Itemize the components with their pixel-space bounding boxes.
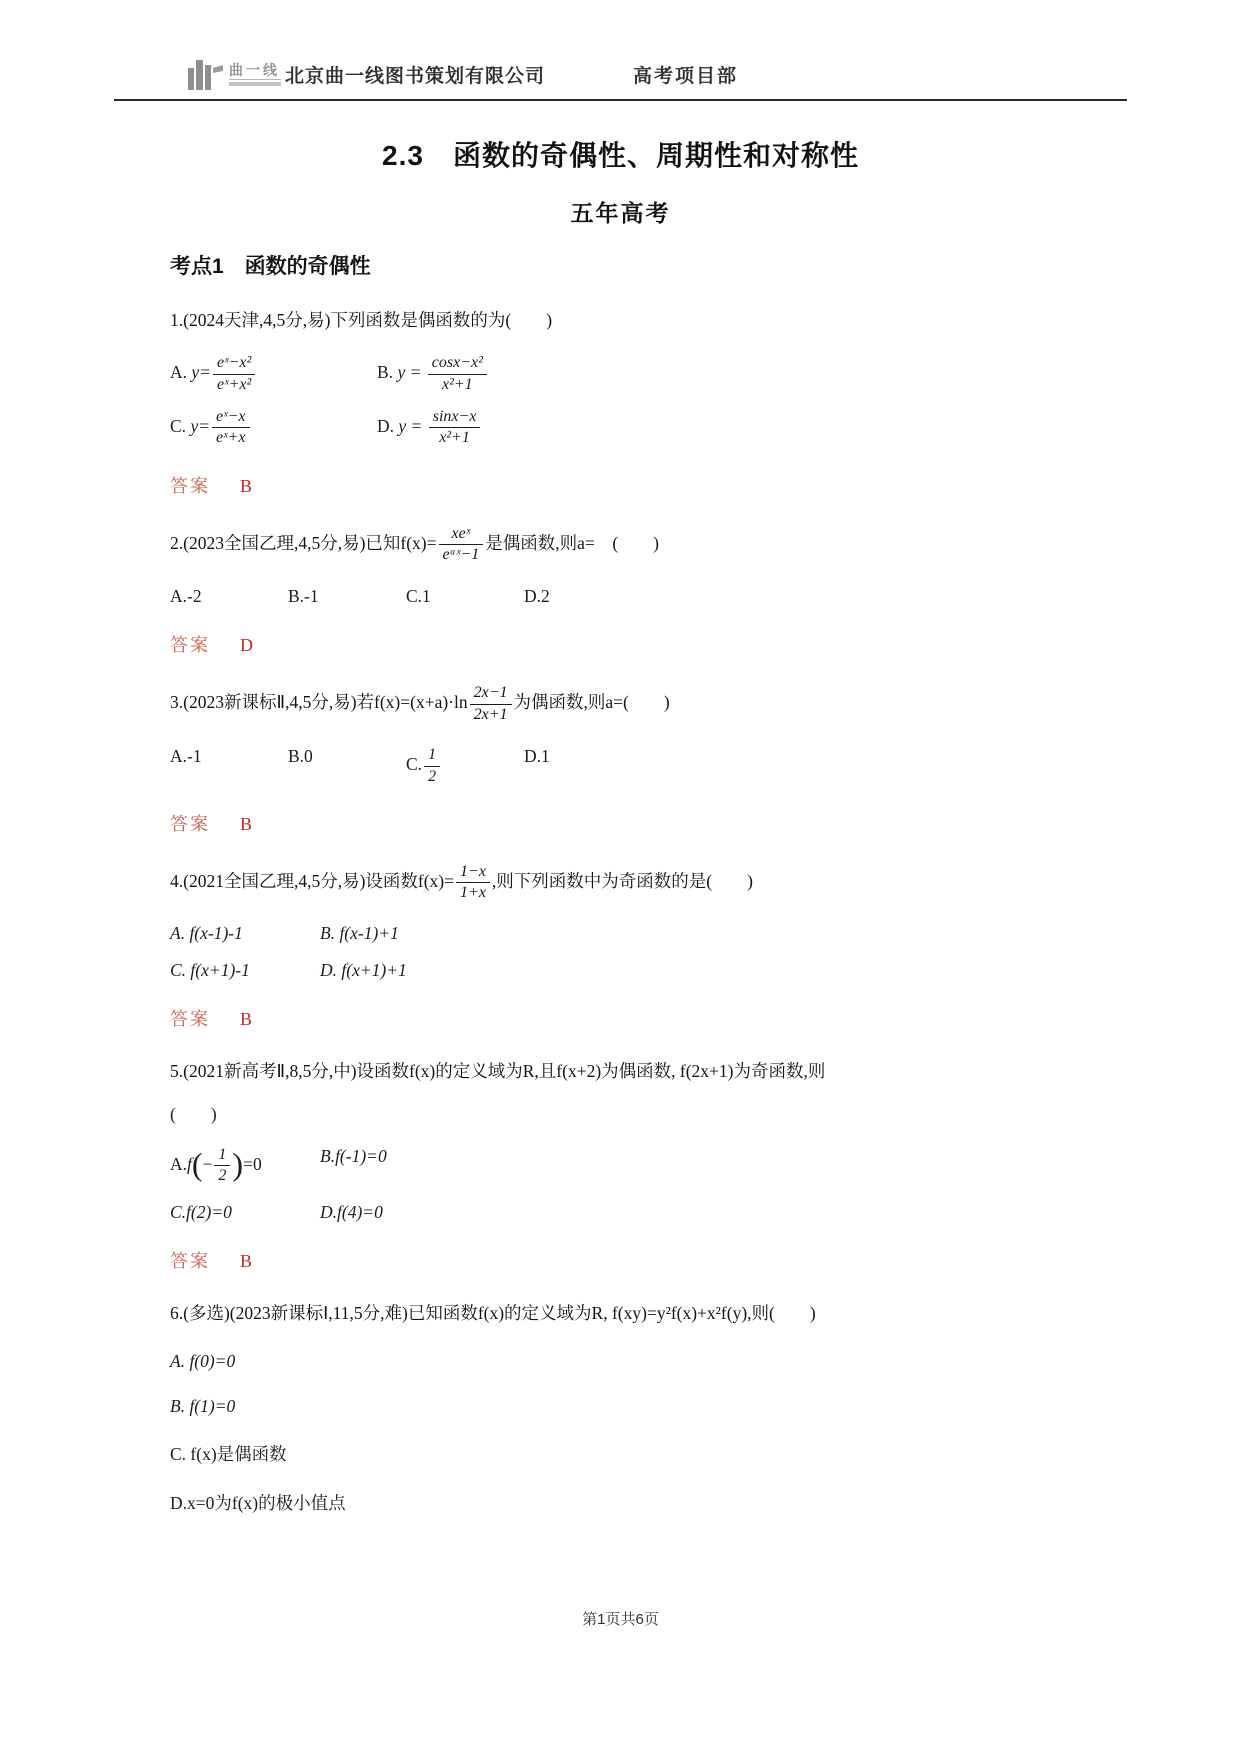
q4-stem — [170, 863, 1081, 903]
fraction-numerator: cosx−x² — [428, 354, 487, 374]
answer-value: D — [240, 635, 253, 656]
q5-stem-paren: ( ) — [170, 1103, 217, 1124]
fraction-denominator: 2 — [218, 1167, 227, 1185]
question-2 — [170, 525, 1081, 658]
q6-option-c: C. f(x)是偶函数 — [170, 1443, 287, 1464]
q3-answer — [170, 810, 1081, 836]
q3-option-b: B.0 — [288, 746, 313, 767]
logo-text-block — [229, 63, 281, 86]
q1-option-d — [377, 408, 1081, 448]
q3-stem-post: 为偶函数,则a=( ) — [513, 692, 670, 713]
q4-options — [170, 923, 1081, 981]
section-heading: 考点1 函数的奇偶性 — [170, 255, 371, 278]
fraction-denominator: eᵃˣ−1 — [442, 546, 480, 564]
q5-option-b: B.f(-1)=0 — [320, 1145, 387, 1166]
fraction-numerator: 1 — [214, 1146, 230, 1166]
fraction — [429, 408, 481, 448]
logo-subtext-strip — [229, 82, 281, 86]
q5-stem: 5.(2021新高考Ⅱ,8,5分,中)设函数f(x)的定义域为R,且f(x+2)为偶函数, f(2x+1)为奇函数,则 — [170, 1060, 826, 1081]
answer-label: 答案 — [170, 1008, 210, 1029]
option-math-post: =0 — [243, 1153, 262, 1174]
answer-value: B — [240, 1008, 253, 1029]
answer-value: B — [240, 475, 253, 496]
fraction — [439, 525, 484, 565]
q1-answer — [170, 472, 1081, 498]
q2-option-d: D.2 — [524, 586, 550, 607]
fraction-denominator: eˣ+x² — [216, 375, 252, 393]
q5-option-d: D.f(4)=0 — [320, 1201, 383, 1222]
right-paren: ) — [232, 1145, 244, 1182]
logo-books-icon — [186, 56, 224, 92]
header-row — [186, 56, 1127, 92]
q4-answer — [170, 1005, 1081, 1031]
q5-answer — [170, 1247, 1081, 1273]
q5-option-c: C.f(2)=0 — [170, 1201, 232, 1222]
fraction — [213, 354, 255, 394]
answer-label: 答案 — [170, 1250, 210, 1271]
q2-stem-post: 是偶函数,则a= ( ) — [485, 532, 659, 553]
fraction — [456, 863, 490, 903]
company-name: 北京曲一线图书策划有限公司 — [285, 65, 546, 87]
answer-value: B — [240, 814, 253, 835]
q5-option-a — [170, 1146, 320, 1186]
question-3 — [170, 684, 1081, 836]
q3-options — [170, 746, 1081, 786]
minus-sign: − — [202, 1153, 213, 1174]
answer-label: 答案 — [170, 475, 210, 496]
fraction-denominator: 2x+1 — [473, 705, 508, 723]
q6-stem: 6.(多选)(2023新课标Ⅰ,11,5分,难)已知函数f(x)的定义域为R, f(xy)=y²f(x)+x²f(y),则( ) — [170, 1302, 816, 1323]
question-1 — [170, 307, 1081, 498]
q1-option-c — [170, 408, 377, 448]
q2-option-b: B.-1 — [288, 586, 319, 607]
fraction-denominator: 2 — [428, 767, 437, 785]
fraction-denominator: 1+x — [460, 884, 486, 902]
option-label: C. — [170, 415, 187, 436]
option-label: C. — [406, 754, 423, 775]
q6-option-b: B. f(1)=0 — [170, 1395, 236, 1416]
option-math-pre: y= — [191, 362, 211, 383]
q4-option-c: C. f(x+1)-1 — [170, 959, 250, 980]
q3-option-c — [406, 746, 524, 786]
fraction-numerator: xeˣ — [439, 525, 484, 545]
answer-value: B — [240, 1250, 253, 1271]
fraction-numerator: 1 — [424, 746, 440, 766]
option-math-pre: y = — [397, 362, 422, 383]
q4-stem-post: ,则下列函数中为奇函数的是( ) — [491, 870, 753, 891]
q4-option-b: B. f(x-1)+1 — [320, 922, 399, 943]
q1-option-a — [170, 354, 377, 394]
q1-stem: 1.(2024天津,4,5分,易)下列函数是偶函数的为( ) — [170, 310, 553, 330]
q2-option-a: A.-2 — [170, 586, 202, 607]
page-subtitle: 五年高考 — [570, 200, 671, 226]
fraction — [424, 746, 440, 786]
option-label: B. — [377, 362, 394, 383]
fraction-denominator: x²+1 — [441, 375, 473, 393]
fraction-denominator: x²+1 — [439, 429, 470, 447]
fraction — [428, 354, 487, 394]
option-math-pre: y = — [398, 415, 423, 436]
q3-option-d: D.1 — [524, 746, 550, 767]
q2-answer — [170, 631, 1081, 657]
q5-options — [170, 1146, 1081, 1223]
option-label: A. — [170, 1153, 188, 1174]
q4-stem-pre: 4.(2021全国乙理,4,5分,易)设函数f(x)= — [170, 870, 455, 891]
q2-option-c: C.1 — [406, 586, 431, 607]
option-math-pre: y= — [190, 415, 211, 436]
q2-stem-pre: 2.(2023全国乙理,4,5分,易)已知f(x)= — [170, 532, 437, 553]
q4-option-d: D. f(x+1)+1 — [320, 959, 407, 980]
q3-option-a: A.-1 — [170, 746, 202, 767]
q6-option-a: A. f(0)=0 — [170, 1350, 236, 1371]
answer-label: 答案 — [170, 814, 210, 835]
page-title: 2.3 函数的奇偶性、周期性和对称性 — [382, 140, 859, 171]
fraction-numerator: 1−x — [456, 863, 490, 883]
fraction-numerator: 2x−1 — [470, 684, 512, 704]
company-logo — [186, 56, 285, 92]
option-label: A. — [170, 362, 188, 383]
q1-options — [170, 354, 1081, 448]
option-math: f — [187, 1153, 192, 1174]
q3-stem — [170, 684, 1081, 724]
fraction-numerator: eˣ−x² — [213, 354, 255, 374]
department-name: 高考项目部 — [633, 65, 739, 87]
answer-label: 答案 — [170, 635, 210, 656]
fraction-denominator: eˣ+x — [216, 429, 246, 447]
q3-stem-pre: 3.(2023新课标Ⅱ,4,5分,易)若f(x)=(x+a)·ln — [170, 692, 468, 713]
q4-option-a: A. f(x-1)-1 — [170, 922, 243, 943]
fraction — [212, 408, 250, 448]
fraction-numerator: eˣ−x — [212, 408, 250, 428]
logo-brand-text: 曲一线 — [229, 61, 280, 78]
question-5 — [170, 1058, 1081, 1273]
q1-option-b — [377, 354, 1081, 394]
question-6 — [170, 1300, 1081, 1515]
page-header — [114, 56, 1127, 101]
q6-option-d: D.x=0为f(x)的极小值点 — [170, 1492, 346, 1513]
content-area — [170, 250, 1081, 1515]
q2-options — [170, 586, 1081, 607]
fraction-numerator: sinx−x — [429, 408, 481, 428]
fraction — [214, 1146, 230, 1186]
q2-stem — [170, 525, 1081, 565]
fraction — [470, 684, 512, 724]
left-paren: ( — [191, 1145, 203, 1182]
option-label: D. — [377, 415, 395, 436]
question-4 — [170, 863, 1081, 1031]
page-number: 第1页共6页 — [582, 1611, 659, 1628]
